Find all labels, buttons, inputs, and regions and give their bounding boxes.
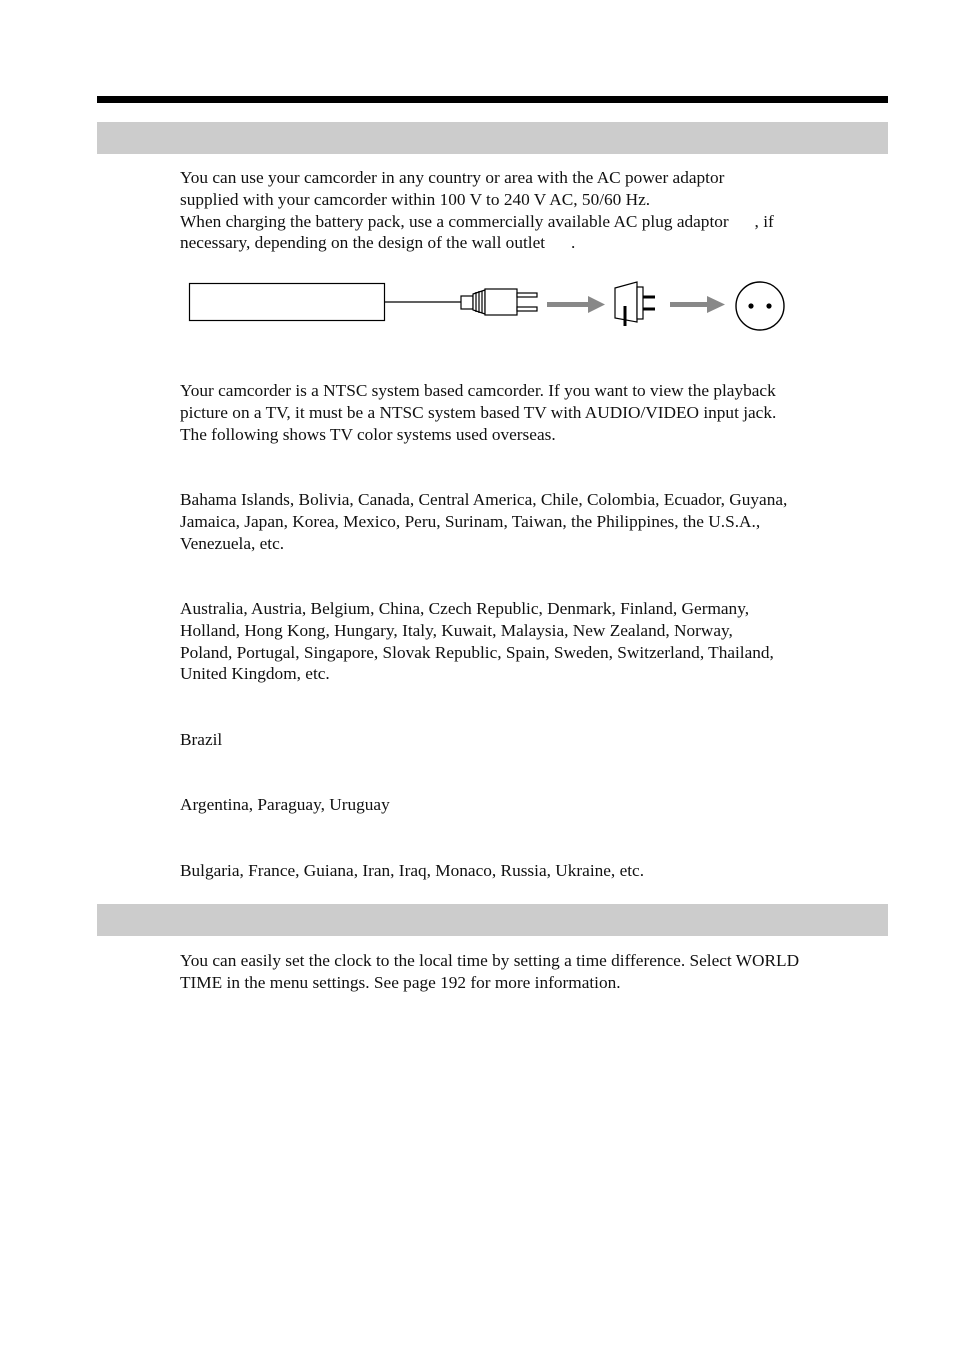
text-line: Your camcorder is a NTSC system based camcorder. If you want to view the playback bbox=[180, 381, 776, 400]
text-line: Bahama Islands, Bolivia, Canada, Central America, Chile, Colombia, Ecuador, Guyana, bbox=[180, 490, 788, 509]
wall-outlet-icon bbox=[736, 282, 784, 330]
text-line: Argentina, Paraguay, Uruguay bbox=[180, 795, 390, 814]
secam-country-list bbox=[180, 860, 888, 882]
text-line: You can easily set the clock to the local time by setting a time difference. Select WORLD bbox=[180, 951, 800, 970]
text-line: necessary, depending on the design of the wall outlet . bbox=[180, 233, 576, 253]
text-line: Australia, Austria, Belgium, China, Czech Republic, Denmark, Finland, Germany, bbox=[180, 599, 750, 618]
text-line: United Kingdom, etc. bbox=[180, 664, 330, 684]
arrow-icon bbox=[670, 296, 725, 313]
power-plug-diagram bbox=[185, 278, 795, 333]
text-line: Holland, Hong Kong, Hungary, Italy, Kuwait, Malaysia, New Zealand, Norway, bbox=[180, 620, 733, 640]
pal-n-country-list bbox=[180, 794, 888, 816]
ntsc-country-list bbox=[180, 489, 888, 554]
text-line: Bulgaria, France, Guiana, Iran, Iraq, Monaco, Russia, Ukraine, etc. bbox=[180, 861, 645, 880]
clock-paragraph bbox=[180, 950, 888, 994]
text-line: The following shows TV color systems used overseas. bbox=[180, 424, 556, 444]
plug-adaptor-icon bbox=[615, 282, 655, 326]
ac-adaptor-box bbox=[190, 284, 385, 321]
voltage-paragraph bbox=[180, 167, 888, 254]
text-line: You can use your camcorder in any country or area with the AC power adaptor bbox=[180, 168, 725, 187]
top-rule bbox=[97, 96, 888, 103]
text-line: Jamaica, Japan, Korea, Mexico, Peru, Surinam, Taiwan, the Philippines, the U.S.A., bbox=[180, 511, 761, 531]
pal-m-country-list bbox=[180, 729, 888, 751]
text-line: Brazil bbox=[180, 730, 223, 749]
arrow-icon bbox=[547, 296, 605, 313]
section-header-clock bbox=[97, 904, 888, 936]
text-line: picture on a TV, it must be a NTSC system based TV with AUDIO/VIDEO input jack. bbox=[180, 402, 777, 422]
text-line: When charging the battery pack, use a commercially available AC plug adaptor , if bbox=[180, 211, 774, 231]
section-header-voltage bbox=[97, 122, 888, 154]
plug-icon bbox=[461, 289, 537, 315]
text-line: Venezuela, etc. bbox=[180, 533, 285, 553]
text-line: TIME in the menu settings. See page 192 for more information. bbox=[180, 972, 621, 992]
pal-country-list bbox=[180, 598, 888, 685]
text-line: Poland, Portugal, Singapore, Slovak Republic, Spain, Sweden, Switzerland, Thailand, bbox=[180, 642, 774, 662]
text-line: supplied with your camcorder within 100 V to 240 V AC, 50/60 Hz. bbox=[180, 189, 651, 209]
tv-system-intro bbox=[180, 380, 888, 445]
